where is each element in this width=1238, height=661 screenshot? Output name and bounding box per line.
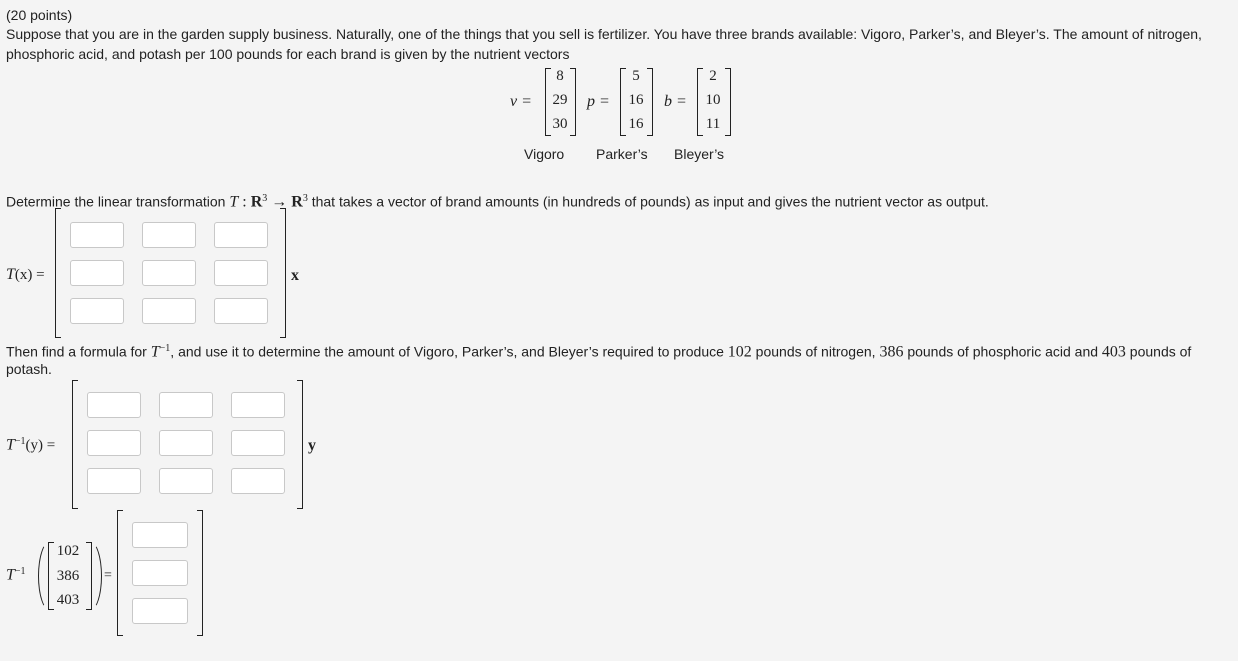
T-matrix-input-r2c2[interactable]: [142, 260, 196, 286]
Tinv-matrix-input-r2c3[interactable]: [231, 430, 285, 456]
q2-pre: Then find a formula for: [6, 343, 151, 360]
T-matrix-input-r1c1[interactable]: [70, 222, 124, 248]
q1-pre: Determine the linear transformation: [6, 193, 230, 210]
T-matrix-label: [6, 266, 45, 284]
vector-v-brand: Vigoro: [524, 146, 565, 162]
q1-R: R: [250, 193, 263, 211]
vector-v-entry: 29: [552, 92, 568, 108]
intro-text-line1: Suppose that you are in the garden supply business. Naturally, one of the things that you sell is fertilizer. You have three brands available: Vigoro, Parker’s, and Bleyer’s. The amount of nitrogen,: [6, 26, 1202, 42]
vector-p-brand: Parker’s: [596, 146, 648, 162]
points-label: (20 points): [6, 7, 73, 23]
T-matrix-input-r1c3[interactable]: [214, 222, 268, 248]
Tinv-matrix-right-bracket: [297, 380, 303, 509]
q3-inv: −1: [14, 566, 26, 577]
answer-parkers-input[interactable]: [132, 560, 188, 586]
q1-exp2: 3: [302, 193, 308, 204]
input-vector-entry: 102: [56, 543, 80, 559]
q1-R2: R: [291, 193, 303, 211]
Tinv-matrix-input-r1c2[interactable]: [159, 392, 213, 418]
answer-vector-left-bracket: [117, 510, 123, 636]
Tinv-matrix-input-r1c1[interactable]: [87, 392, 141, 418]
question2-text-line1: [6, 339, 1191, 363]
intro-text-line2: phosphoric acid, and potash per 100 pounds for each brand is given by the nutrient vectors: [6, 46, 570, 62]
q1-T: T: [229, 193, 239, 211]
equals-sign: =: [104, 568, 112, 583]
q2-lhs-y: (y) =: [25, 437, 56, 454]
q2-T: T: [150, 343, 160, 361]
vector-v-label: v =: [510, 93, 532, 110]
Tinv-matrix-input-r2c2[interactable]: [159, 430, 213, 456]
right-paren: [78, 541, 102, 611]
vector-v-entry: 8: [556, 68, 564, 84]
q2-n3: 403: [1101, 343, 1126, 361]
input-vector-entry: 403: [56, 592, 80, 608]
Tinv-matrix-input-r2c1[interactable]: [87, 430, 141, 456]
Tinv-apply-label: [6, 566, 26, 585]
T-matrix-left-bracket: [55, 208, 61, 338]
T-matrix-input-r3c1[interactable]: [70, 298, 124, 324]
q2-mid: , and use it to determine the amount of Vigoro, Parker’s, and Bleyer’s required to produce: [170, 343, 728, 360]
vector-v-entry: 30: [552, 116, 568, 132]
answer-vigoro-input[interactable]: [132, 522, 188, 548]
vector-b-entry: 11: [705, 116, 721, 132]
q3-T: T: [6, 566, 15, 584]
Tinv-matrix-input-r1c3[interactable]: [231, 392, 285, 418]
q2-inv: −1: [159, 343, 171, 354]
vector-b-brand: Bleyer’s: [674, 146, 725, 162]
vector-b-entry: 2: [709, 68, 717, 84]
vector-p-entry: 16: [628, 116, 644, 132]
Tinv-matrix-input-r3c2[interactable]: [159, 468, 213, 494]
q2-lhs-inv: −1: [14, 436, 26, 447]
Tinv-matrix-label: [6, 436, 55, 455]
T-matrix-input-r2c1[interactable]: [70, 260, 124, 286]
q2-t1: pounds of nitrogen,: [751, 343, 880, 360]
bracket-right: [725, 68, 731, 136]
T-matrix-right-bracket: [280, 208, 286, 338]
q2-n1: 102: [727, 343, 752, 361]
answer-vector-right-bracket: [197, 510, 203, 636]
q2-n2: 386: [879, 343, 904, 361]
bracket-right: [570, 68, 576, 136]
answer-bleyers-input[interactable]: [132, 598, 188, 624]
vector-p-label: p =: [587, 93, 610, 110]
question2-text-line2: potash.: [6, 361, 52, 377]
q1-colon: :: [238, 193, 251, 211]
T-matrix-input-r2c3[interactable]: [214, 260, 268, 286]
Tinv-matrix-y: y: [308, 437, 316, 454]
T-matrix-input-r3c2[interactable]: [142, 298, 196, 324]
vector-b-label: b =: [664, 93, 687, 110]
q2-t3: pounds of: [1125, 343, 1192, 360]
q1-lhs-T: T: [6, 266, 15, 283]
Tinv-matrix-input-r3c3[interactable]: [231, 468, 285, 494]
q1-exp: 3: [262, 193, 268, 204]
q1-post: that takes a vector of brand amounts (in hundreds of pounds) as input and gives the nutrient vector as output.: [307, 193, 989, 210]
vector-b-entry: 10: [705, 92, 721, 108]
bracket-right: [647, 68, 653, 136]
q2-lhs-T: T: [6, 436, 15, 454]
q1-arrow: →: [267, 193, 292, 211]
Tinv-matrix-left-bracket: [72, 380, 78, 509]
q2-t2: pounds of phosphoric acid and: [903, 343, 1102, 360]
T-matrix-x: x: [291, 267, 299, 284]
T-matrix-input-r1c2[interactable]: [142, 222, 196, 248]
input-vector-entry: 386: [56, 568, 80, 584]
q1-lhs-x: (x) =: [14, 267, 45, 283]
Tinv-matrix-input-r3c1[interactable]: [87, 468, 141, 494]
T-matrix-input-r3c3[interactable]: [214, 298, 268, 324]
vector-p-entry: 16: [628, 92, 644, 108]
vector-p-entry: 5: [632, 68, 640, 84]
question1-text: [6, 189, 989, 213]
